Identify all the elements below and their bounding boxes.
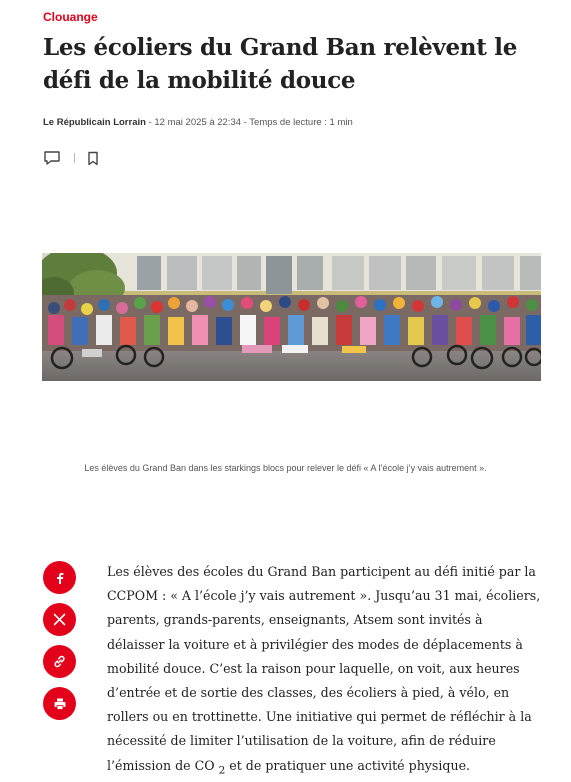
article-body-text-end: et de pratiquer une activité physique. <box>225 757 471 773</box>
byline-separator: - <box>145 117 155 128</box>
comment-icon <box>43 150 61 166</box>
byline-separator-2: - <box>241 117 250 128</box>
image-caption: Les élèves du Grand Ban dans les starkings blocs pour relever le défi « A l’école j’y vais autrement ». <box>84 463 487 473</box>
share-link-button[interactable] <box>43 645 76 678</box>
facebook-icon <box>53 571 67 585</box>
article-headline: Les écoliers du Grand Ban relèvent le défi de la mobilité douce <box>43 34 518 94</box>
article-actions <box>43 149 102 167</box>
bookmark-button[interactable] <box>84 149 102 167</box>
byline-reading-time: Temps de lecture : 1 min <box>249 117 353 128</box>
article-body <box>107 560 543 782</box>
byline-source: Le Républicain Lorrain <box>43 117 146 128</box>
share-x-button[interactable] <box>43 603 76 636</box>
actions-divider <box>74 153 75 163</box>
article-photo <box>42 253 541 381</box>
share-facebook-button[interactable] <box>43 561 76 594</box>
share-bar <box>43 561 76 729</box>
share-print-button[interactable] <box>43 687 76 720</box>
x-icon <box>53 613 66 626</box>
article-kicker[interactable]: Clouange <box>43 10 98 24</box>
bookmark-icon <box>87 151 99 166</box>
schoolchildren-bikes-photo <box>42 253 541 381</box>
article-body-text: Les élèves des écoles du Grand Ban participent au défi initié par la CCPOM : « A l’école j’y vais autrement ». Jusqu’au 31 mai, écoliers, parents, grands-parents, enseignants, Atsem sont invités à délaisser la voiture et à privilégier des modes de déplacements à mobilité douce. C’est la raison pour laquelle, on voit, aux heures d’entrée et de sortie des classes, des écoliers à pied, à vélo, en rollers ou en trottinette. Une initiative qui permet de réfléchir à la nécessité de limiter l’utilisation de la voiture, afin de réduire l’émission de CO <box>107 564 541 773</box>
byline-date: 12 mai 2025 à 22:34 <box>154 117 242 128</box>
link-icon <box>52 654 67 669</box>
co2-subscript: 2 <box>218 764 226 777</box>
article-byline <box>43 117 353 128</box>
print-icon <box>53 697 67 711</box>
comment-button[interactable] <box>43 149 61 167</box>
